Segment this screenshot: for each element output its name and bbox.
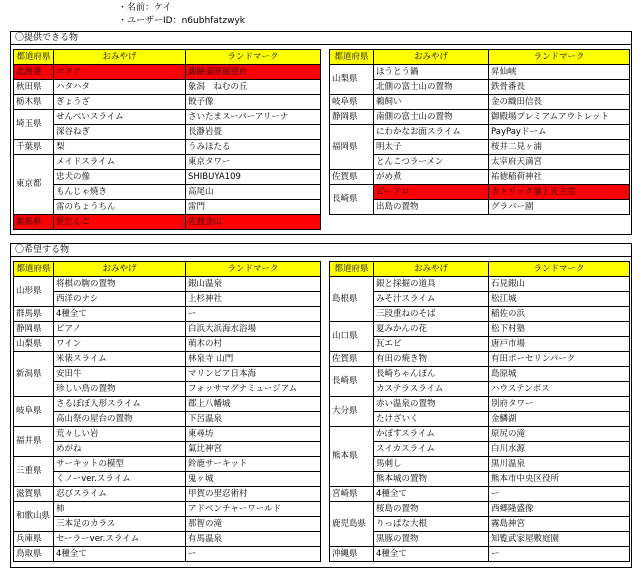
prefecture-cell: 千葉県 — [14, 140, 54, 155]
landmark-cell: グラバー園 — [489, 200, 630, 215]
header-row — [330, 262, 630, 277]
prefecture-cell: 新潟県 — [14, 352, 54, 397]
table-row — [14, 412, 321, 427]
table-row — [330, 125, 630, 140]
landmark-cell: 唐戸市場 — [489, 337, 630, 352]
table-row — [14, 472, 321, 487]
souvenir-cell: 三段重ねのそば — [374, 307, 489, 322]
table-row — [330, 412, 630, 427]
landmark-cell: 金鱗湖 — [489, 412, 630, 427]
table-row — [14, 185, 321, 200]
souvenir-cell: 4種全て — [374, 487, 489, 502]
souvenir-cell: 熊本城の置物 — [374, 472, 489, 487]
table-row — [14, 337, 321, 352]
souvenir-column-header: おみやげ — [374, 262, 489, 277]
pref-column-header: 都道府県 — [14, 262, 54, 277]
table-row — [14, 200, 321, 215]
souvenir-cell: ぎょうざ — [54, 95, 186, 110]
table-row — [330, 140, 630, 155]
name-label: ・名前： — [118, 3, 155, 13]
landmark-cell: 有田ポーセリンパーク — [489, 352, 630, 367]
name-value: ケイ — [154, 3, 172, 13]
souvenir-cell: 夏みかんの花 — [374, 322, 489, 337]
landmark-cell: 甲賀の里忍術村 — [186, 487, 321, 502]
souvenir-cell: 瓦エビ — [374, 337, 489, 352]
landmark-cell: ー — [186, 547, 321, 562]
prefecture-cell: 島根県 — [330, 277, 374, 322]
landmark-cell: 白浜大浜海水浴場 — [186, 322, 321, 337]
souvenir-cell: 三本足のカラス — [54, 517, 186, 532]
souvenir-cell: 南側の富士山の置物 — [374, 110, 489, 125]
landmark-cell: SHIBUYA109 — [186, 170, 321, 185]
table-row — [330, 472, 630, 487]
souvenir-cell: 有田の焼き物 — [374, 352, 489, 367]
table-row — [14, 427, 321, 442]
souvenir-cell: 梨 — [54, 140, 186, 155]
souvenir-cell: 4種全て — [54, 307, 186, 322]
landmark-cell: 御殿場プレミアムアウトレット — [489, 110, 630, 125]
prefecture-cell: 福岡県 — [330, 125, 374, 170]
table-row — [14, 367, 321, 382]
table-row — [14, 517, 321, 532]
landmark-cell: 太宰府天満宮 — [489, 155, 630, 170]
table-row — [14, 487, 321, 502]
souvenir-cell: さるぼぼ人形スライム — [54, 397, 186, 412]
landmark-cell: 銀山温泉 — [186, 277, 321, 292]
table-row — [330, 547, 630, 562]
table-row — [330, 337, 630, 352]
table-row — [14, 95, 321, 110]
prefecture-cell: 静岡県 — [330, 110, 374, 125]
souvenir-column-header: おみやげ — [54, 262, 186, 277]
souvenir-cell: カステラスライム — [374, 382, 489, 397]
prefecture-cell: 埼玉県 — [14, 110, 54, 140]
prefecture-cell: 三重県 — [14, 457, 54, 487]
landmark-cell: 昇仙峡 — [489, 65, 630, 80]
souvenir-cell: とんこつラーメン — [374, 155, 489, 170]
userid-label: ・ユーザーID： — [118, 16, 182, 26]
table-row — [330, 307, 630, 322]
souvenir-cell: 笹だんご — [54, 215, 186, 230]
prefecture-cell: 佐賀県 — [330, 352, 374, 367]
table-row — [14, 322, 321, 337]
table-row — [14, 397, 321, 412]
table-row — [14, 457, 321, 472]
table-row — [330, 502, 630, 517]
prefecture-cell: 岐阜県 — [14, 397, 54, 427]
landmark-cell: ー — [489, 487, 630, 502]
landmark-cell: 松江城 — [489, 292, 630, 307]
landmark-column-header: ランドマーク — [186, 50, 321, 65]
table-row — [14, 292, 321, 307]
landmark-cell: 祐徳稲荷神社 — [489, 170, 630, 185]
table-row — [330, 110, 630, 125]
souvenir-cell: 米俵スライム — [54, 352, 186, 367]
souvenir-cell: ホタテ — [54, 65, 186, 80]
souvenir-cell: 深谷ねぎ — [54, 125, 186, 140]
offered-table-left — [13, 49, 321, 230]
souvenir-cell: 珍しい鳥の置物 — [54, 382, 186, 397]
prefecture-cell: 滋賀県 — [14, 487, 54, 502]
landmark-cell: うみほたる — [186, 140, 321, 155]
landmark-cell: 長瀞岩畳 — [186, 125, 321, 140]
landmark-column-header: ランドマーク — [489, 262, 630, 277]
landmark-cell: さいたまスーパーアリーナ — [186, 110, 321, 125]
landmark-cell: カトリック浦上天主堂 — [489, 185, 630, 200]
offered-section — [10, 31, 632, 235]
wanted-table-right — [329, 261, 630, 562]
landmark-cell: 林泉寺 山門 — [186, 352, 321, 367]
prefecture-cell: 宮崎県 — [330, 487, 374, 502]
souvenir-cell: めがね — [54, 442, 186, 457]
table-row — [14, 442, 321, 457]
table-row — [14, 547, 321, 562]
name-line — [118, 2, 171, 14]
souvenir-cell: 銀と採掘の道具 — [374, 277, 489, 292]
table-row — [330, 292, 630, 307]
prefecture-cell: 新潟県 — [14, 215, 54, 230]
souvenir-cell: 安田牛 — [54, 367, 186, 382]
table-row — [14, 352, 321, 367]
landmark-cell: 有馬温泉 — [186, 532, 321, 547]
prefecture-cell: 兵庫県 — [14, 532, 54, 547]
landmark-cell: 白川水源 — [489, 442, 630, 457]
prefecture-cell: 栃木県 — [14, 95, 54, 110]
header-row — [14, 262, 321, 277]
souvenir-cell: ハタハタ — [54, 80, 186, 95]
landmark-cell: 東尋坊 — [186, 427, 321, 442]
landmark-cell: フォッサマグナミュージアム — [186, 382, 321, 397]
prefecture-cell: 鹿児島県 — [330, 502, 374, 547]
table-row — [14, 170, 321, 185]
prefecture-cell: 東京都 — [14, 155, 54, 215]
souvenir-cell: 柿 — [54, 502, 186, 517]
table-row — [330, 277, 630, 292]
souvenir-cell: せんべいスライム — [54, 110, 186, 125]
souvenir-cell: もんじゃ焼き — [54, 185, 186, 200]
prefecture-cell: 長崎県 — [330, 367, 374, 397]
table-row — [14, 382, 321, 397]
souvenir-cell: 将棋の駒の置物 — [54, 277, 186, 292]
landmark-cell: 西郷隆盛像 — [489, 502, 630, 517]
souvenir-cell: ピアノ — [54, 322, 186, 337]
souvenir-cell: ビードロ — [374, 185, 489, 200]
landmark-cell: ハウステンボス — [489, 382, 630, 397]
table-row — [330, 487, 630, 502]
souvenir-cell: みそ汁スライム — [374, 292, 489, 307]
souvenir-cell: 雷のちょうちん — [54, 200, 186, 215]
table-row — [330, 352, 630, 367]
prefecture-cell: 山梨県 — [14, 337, 54, 352]
landmark-cell: 松下村塾 — [489, 322, 630, 337]
landmark-cell: 萌木の村 — [186, 337, 321, 352]
offered-table-right — [329, 49, 630, 215]
landmark-cell: 黒川温泉 — [489, 457, 630, 472]
table-row — [330, 65, 630, 80]
table-row — [330, 200, 630, 215]
table-row — [14, 532, 321, 547]
landmark-cell: 氣比神宮 — [186, 442, 321, 457]
landmark-cell: 霧島神宮 — [489, 517, 630, 532]
landmark-cell: ー — [186, 307, 321, 322]
souvenir-cell: サーキットの模型 — [54, 457, 186, 472]
table-row — [330, 95, 630, 110]
landmark-cell: マリンピア日本海 — [186, 367, 321, 382]
souvenir-cell: りっぱな大根 — [374, 517, 489, 532]
landmark-cell: 知覧武家屋敷庭園 — [489, 532, 630, 547]
prefecture-cell: 佐賀県 — [330, 170, 374, 185]
table-row — [14, 125, 321, 140]
souvenir-cell: 出島の置物 — [374, 200, 489, 215]
landmark-cell: 鈴鹿サーキット — [186, 457, 321, 472]
souvenir-cell: ワイン — [54, 337, 186, 352]
landmark-cell: 鉄骨番長 — [489, 80, 630, 95]
table-row — [330, 517, 630, 532]
souvenir-cell: 4種全て — [54, 547, 186, 562]
table-row — [330, 442, 630, 457]
landmark-cell: 島原城 — [489, 367, 630, 382]
prefecture-cell: 静岡県 — [14, 322, 54, 337]
souvenir-cell: セーラーver.スライム — [54, 532, 186, 547]
wanted-section — [10, 243, 632, 568]
prefecture-cell: 熊本県 — [330, 427, 374, 487]
souvenir-cell: メイドスライム — [54, 155, 186, 170]
landmark-cell: 金の織田信長 — [489, 95, 630, 110]
pref-column-header: 都道府県 — [330, 262, 374, 277]
prefecture-cell: 山梨県 — [330, 65, 374, 95]
landmark-column-header: ランドマーク — [186, 262, 321, 277]
souvenir-cell: 忠犬の像 — [54, 170, 186, 185]
prefecture-cell: 沖縄県 — [330, 547, 374, 562]
table-row — [330, 382, 630, 397]
table-row — [14, 80, 321, 95]
prefecture-cell: 山形県 — [14, 277, 54, 307]
landmark-cell: 餃子像 — [186, 95, 321, 110]
table-row — [14, 110, 321, 125]
landmark-column-header: ランドマーク — [489, 50, 630, 65]
table-row — [14, 140, 321, 155]
souvenir-cell: 忍びスライム — [54, 487, 186, 502]
table-row — [330, 457, 630, 472]
landmark-cell: 別府タワー — [489, 397, 630, 412]
table-row — [330, 185, 630, 200]
offered-title: 〇提供できる物 — [11, 32, 631, 45]
souvenir-cell: 黒豚の置物 — [374, 532, 489, 547]
table-row — [14, 307, 321, 322]
souvenir-cell: 鵜飼い — [374, 95, 489, 110]
landmark-cell: 象潟 ねむの丘 — [186, 80, 321, 95]
table-row — [14, 502, 321, 517]
table-row — [330, 170, 630, 185]
prefecture-cell: 秋田県 — [14, 80, 54, 95]
souvenir-cell: 明太子 — [374, 140, 489, 155]
souvenir-cell: 北側の富士山の置物 — [374, 80, 489, 95]
souvenir-cell: ほうとう鍋 — [374, 65, 489, 80]
prefecture-cell: 岐阜県 — [330, 95, 374, 110]
table-row — [14, 277, 321, 292]
souvenir-cell: 長崎ちゃんぽん — [374, 367, 489, 382]
landmark-cell: 郡上八幡城 — [186, 397, 321, 412]
table-row — [330, 367, 630, 382]
souvenir-column-header: おみやげ — [374, 50, 489, 65]
wanted-table-left — [13, 261, 321, 562]
table-row — [330, 322, 630, 337]
prefecture-cell: 山口県 — [330, 322, 374, 352]
landmark-cell: 東京タワー — [186, 155, 321, 170]
userid-value: n6ubhfatzwyk — [181, 16, 245, 26]
table-row — [330, 155, 630, 170]
landmark-cell: 上杉神社 — [186, 292, 321, 307]
souvenir-cell: 高山祭の屋台の置物 — [54, 412, 186, 427]
souvenir-cell: 桜島の置物 — [374, 502, 489, 517]
souvenir-cell: 西洋のナシ — [54, 292, 186, 307]
landmark-cell: 鬼ヶ城 — [186, 472, 321, 487]
landmark-cell: 石見銀山 — [489, 277, 630, 292]
landmark-cell: 佐渡金山 — [186, 215, 321, 230]
landmark-cell: 高尾山 — [186, 185, 321, 200]
landmark-cell: PayPayドーム — [489, 125, 630, 140]
prefecture-cell: 和歌山県 — [14, 502, 54, 532]
landmark-cell: アドベンチャーワールド — [186, 502, 321, 517]
prefecture-cell: 鳥取県 — [14, 547, 54, 562]
pref-column-header: 都道府県 — [330, 50, 374, 65]
table-row — [330, 532, 630, 547]
wanted-title: 〇希望する物 — [11, 244, 631, 257]
souvenir-cell: 4種全て — [374, 547, 489, 562]
header-row — [14, 50, 321, 65]
prefecture-cell: 群馬県 — [14, 307, 54, 322]
landmark-cell: 釧路湿原展望台 — [186, 65, 321, 80]
souvenir-cell: たけざいく — [374, 412, 489, 427]
souvenir-cell: スイカスライム — [374, 442, 489, 457]
prefecture-cell: 北海道 — [14, 65, 54, 80]
souvenir-cell: くノーver.スライム — [54, 472, 186, 487]
souvenir-cell: にわかなお面スライム — [374, 125, 489, 140]
table-row — [14, 65, 321, 80]
landmark-cell: 雷門 — [186, 200, 321, 215]
prefecture-cell: 大分県 — [330, 397, 374, 427]
table-row — [14, 155, 321, 170]
landmark-cell: 稲佐の浜 — [489, 307, 630, 322]
table-row — [14, 215, 321, 230]
souvenir-cell: 馬刺し — [374, 457, 489, 472]
landmark-cell: 下呂温泉 — [186, 412, 321, 427]
landmark-cell: 桜井二見ヶ浦 — [489, 140, 630, 155]
souvenir-cell: 赤い温泉の置物 — [374, 397, 489, 412]
prefecture-cell: 福井県 — [14, 427, 54, 457]
userid-line — [118, 15, 245, 27]
landmark-cell: 那智の滝 — [186, 517, 321, 532]
souvenir-cell: 荒々しい岩 — [54, 427, 186, 442]
table-row — [330, 427, 630, 442]
pref-column-header: 都道府県 — [14, 50, 54, 65]
table-row — [330, 397, 630, 412]
landmark-cell: ー — [489, 547, 630, 562]
header-row — [330, 50, 630, 65]
prefecture-cell: 長崎県 — [330, 185, 374, 215]
souvenir-cell: かぼすスライム — [374, 427, 489, 442]
souvenir-column-header: おみやげ — [54, 50, 186, 65]
table-row — [330, 80, 630, 95]
landmark-cell: 原尻の滝 — [489, 427, 630, 442]
souvenir-cell: がめ煮 — [374, 170, 489, 185]
landmark-cell: 熊本市中央区役所 — [489, 472, 630, 487]
